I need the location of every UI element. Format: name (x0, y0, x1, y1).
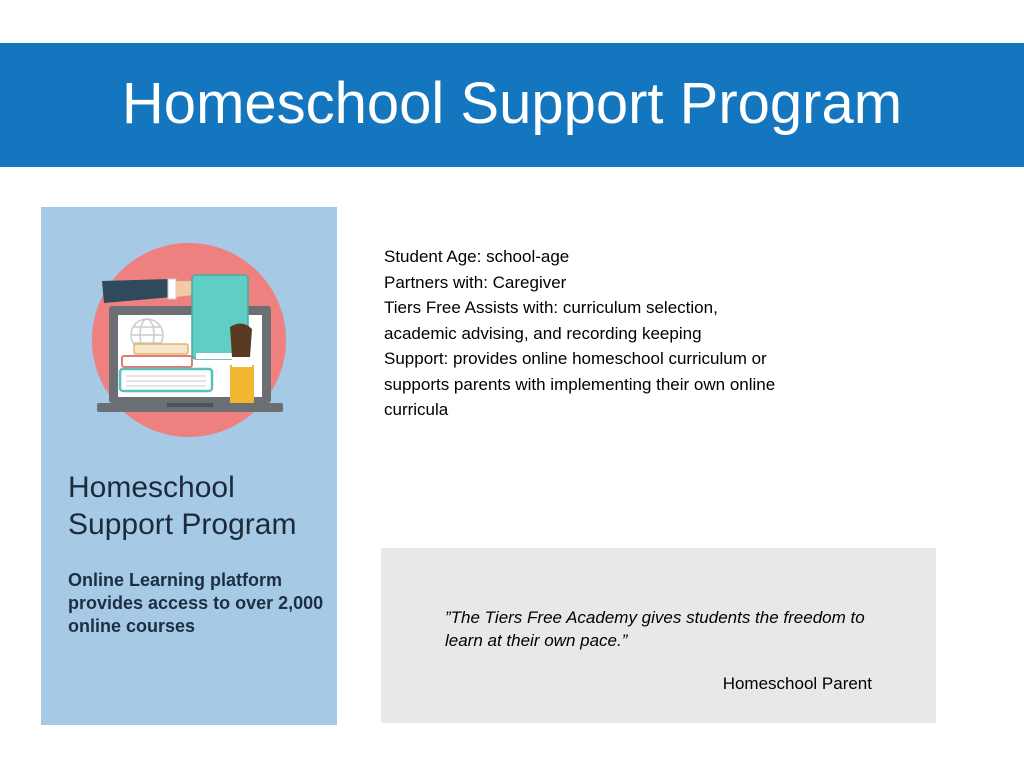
card-title (68, 469, 328, 543)
detail-support-line1: Support: provides online homeschool curriculum or (384, 349, 767, 368)
testimonial-author: Homeschool Parent (722, 674, 872, 693)
page-title: Homeschool Support Program (121, 70, 903, 136)
card-title-line1: Homeschool (68, 471, 235, 504)
book-top (134, 344, 188, 354)
testimonial-quote: ”The Tiers Free Academy gives students the freedom to learn at their own pace.” (445, 608, 865, 650)
detail-assists-line1: Tiers Free Assists with: curriculum selection, (384, 298, 718, 317)
testimonial-box (381, 548, 936, 723)
laptop-with-books-icon (92, 235, 292, 441)
program-details (384, 244, 854, 423)
card-title-line2: Support Program (68, 508, 297, 541)
card-description: Online Learning platform provides access to over 2,000 online courses (68, 570, 324, 636)
detail-partners: Partners with: Caregiver (384, 272, 567, 292)
yellow-sleeve (230, 365, 254, 403)
detail-assists-line2: academic advising, and recording keeping (384, 323, 702, 343)
header-bar (0, 43, 1024, 167)
detail-support-line2: supports parents with implementing their own online (384, 374, 776, 394)
book-bottom (120, 369, 212, 391)
hand-right (230, 323, 252, 357)
detail-support-line3: curricula (384, 400, 449, 419)
program-card (41, 207, 337, 725)
detail-student-age: Student Age: school-age (384, 247, 570, 266)
book-middle (122, 356, 192, 367)
